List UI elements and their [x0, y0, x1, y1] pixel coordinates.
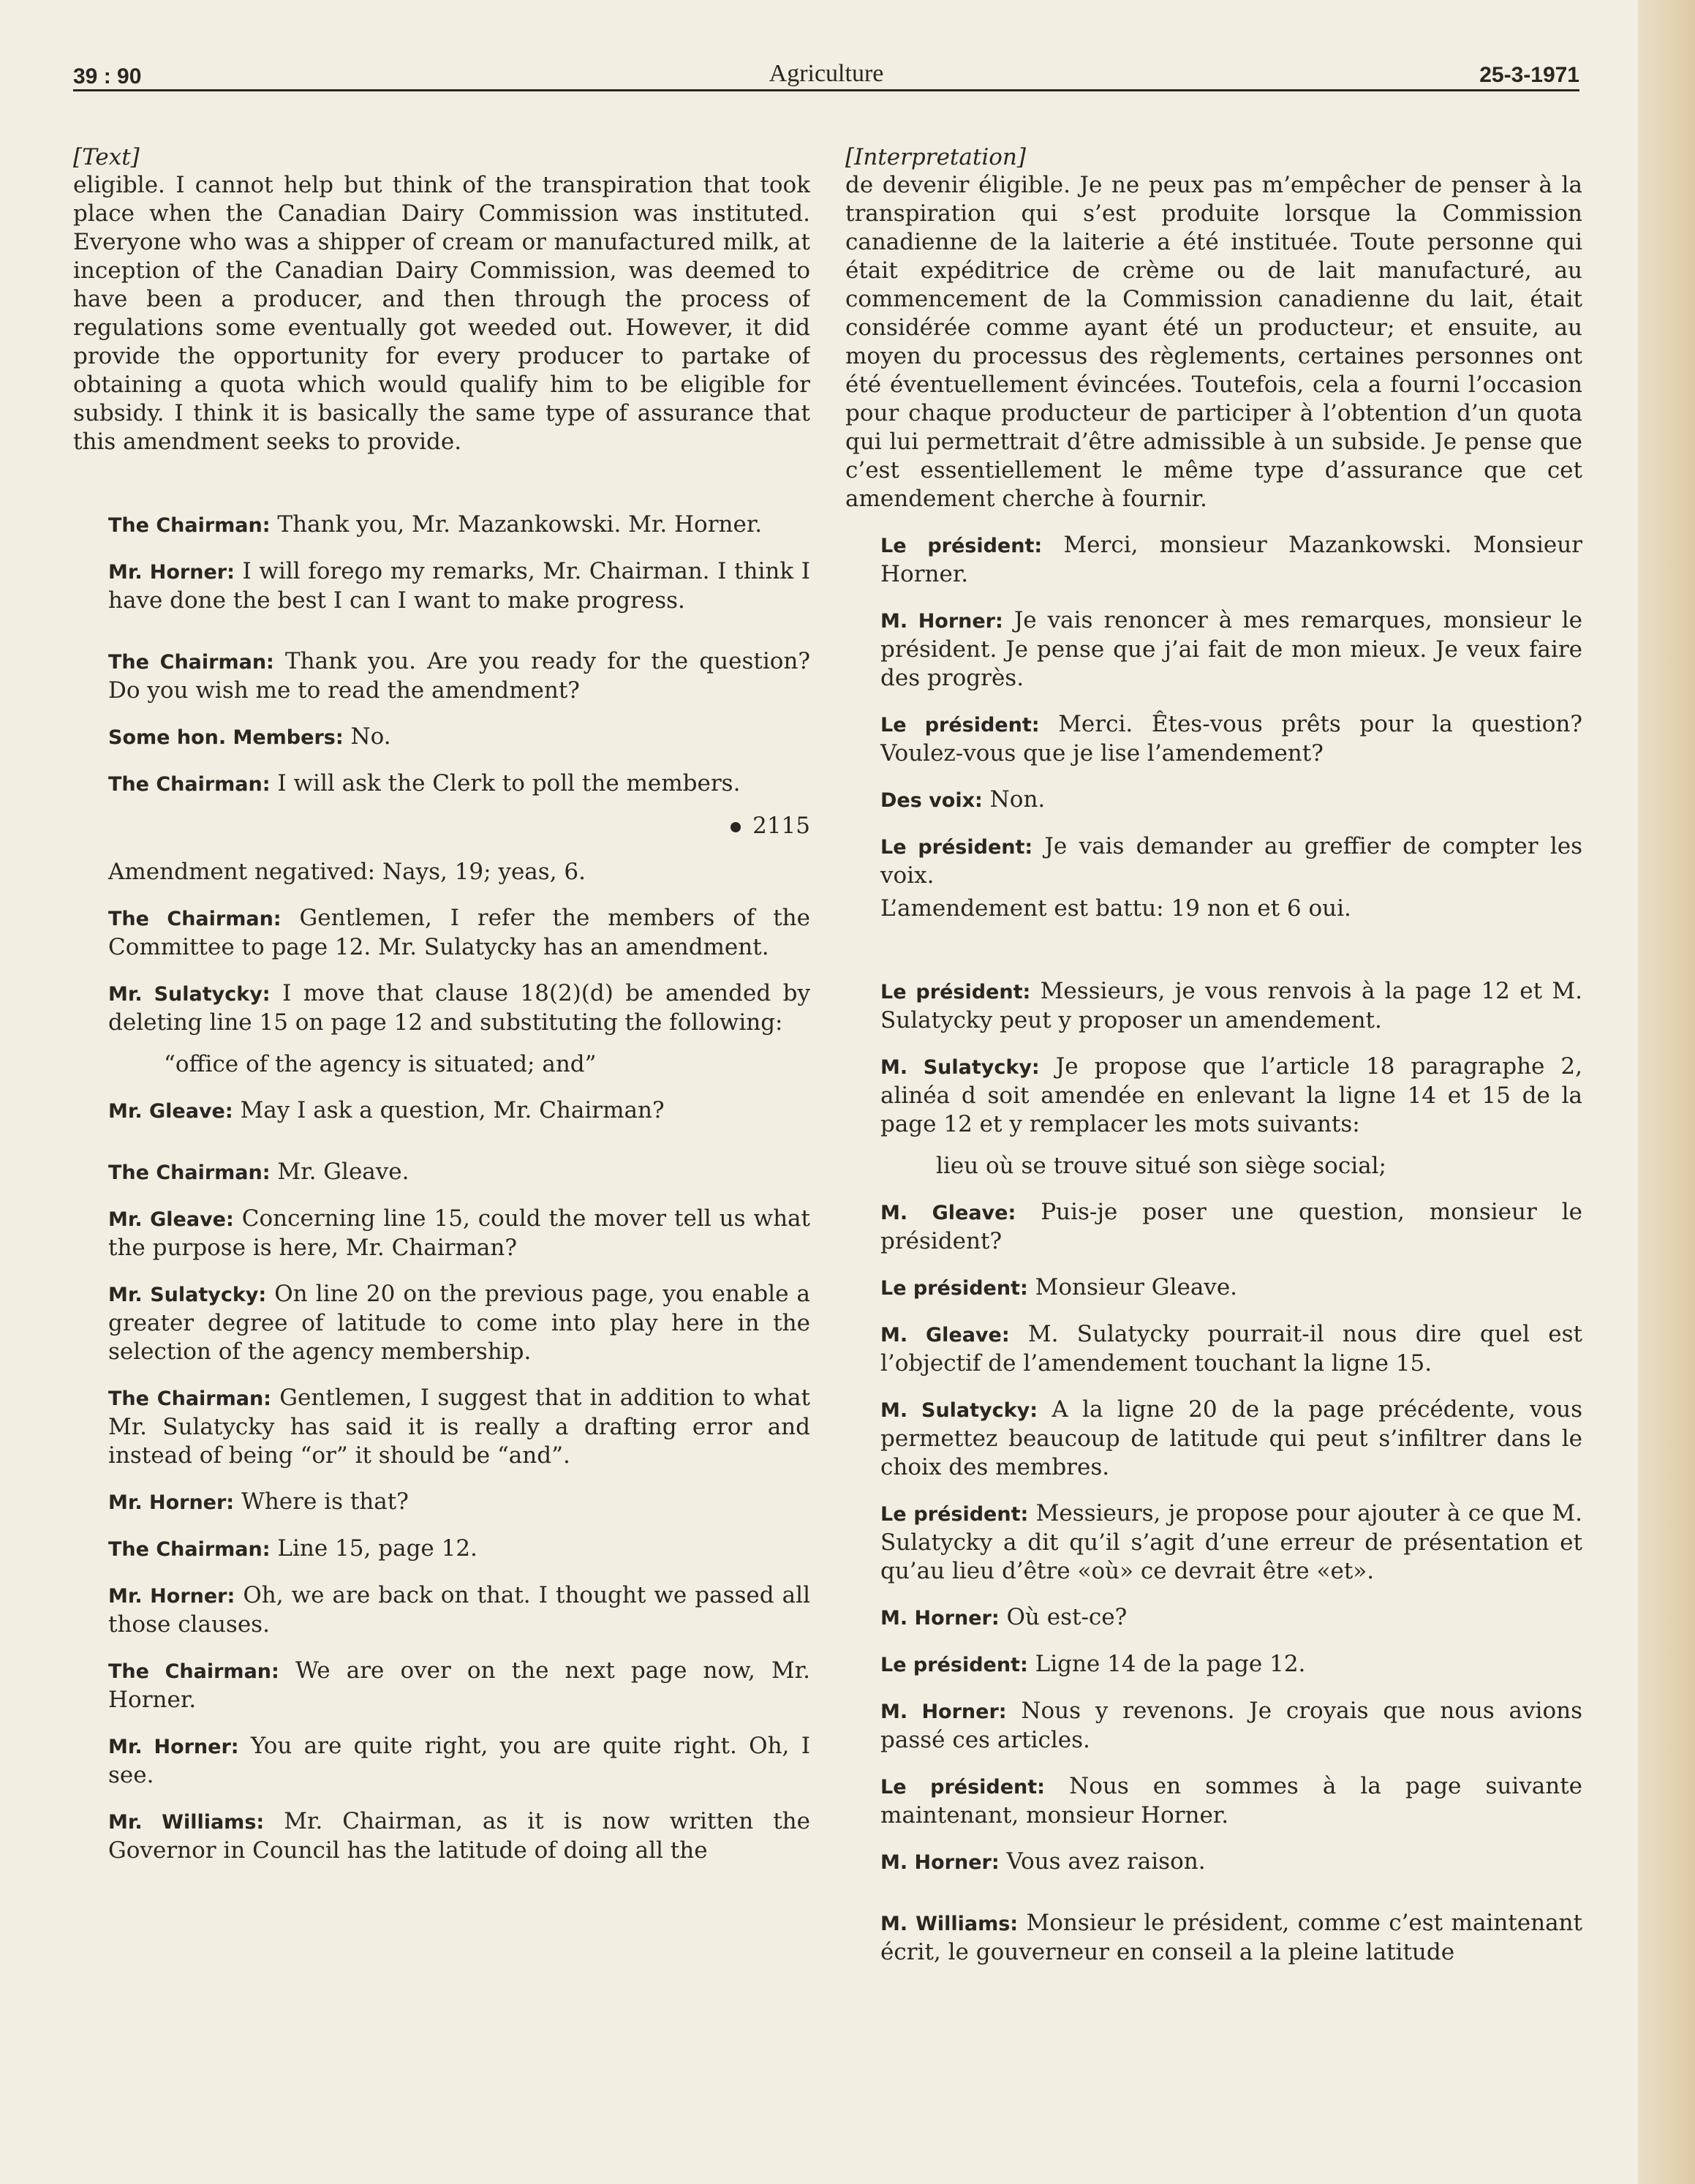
speech-text: You are quite right, you are quite right. Oh, I see.	[108, 1733, 810, 1788]
speech-text: Non.	[989, 786, 1046, 813]
speech-text: Où est-ce?	[1006, 1604, 1128, 1630]
speech-paragraph	[73, 858, 810, 886]
speech-text: May I ask a question, Mr. Chairman?	[240, 1097, 665, 1123]
speech-paragraph	[845, 1603, 1582, 1633]
speech-paragraph	[73, 1657, 810, 1714]
speaker-name: Some hon. Members:	[108, 726, 344, 749]
speech-paragraph	[73, 557, 810, 615]
bullet-icon	[731, 822, 741, 832]
speech-paragraph	[73, 1280, 810, 1366]
speech-text: I will ask the Clerk to poll the members.	[277, 770, 741, 797]
column-label: [Text]	[73, 144, 140, 170]
speaker-name: M. Horner:	[880, 1607, 1000, 1630]
speaker-name: The Chairman:	[108, 1660, 279, 1683]
speech-paragraph	[845, 710, 1582, 768]
speech-text: Merci, monsieur Mazankowski. Monsieur Horner.	[880, 532, 1582, 587]
speech-paragraph	[845, 977, 1582, 1035]
page-date: 25-3-1971	[1479, 63, 1579, 87]
speaker-name: M. Williams:	[880, 1913, 1019, 1935]
speech-text: Where is that?	[241, 1488, 409, 1515]
speech-paragraph	[73, 723, 810, 752]
speech-text: L’amendement est battu: 19 non et 6 oui.	[880, 895, 1351, 922]
speech-text: Nous en sommes à la page suivante maintenant, monsieur Horner.	[880, 1773, 1582, 1829]
speech-text: Mr. Gleave.	[277, 1159, 409, 1185]
speaker-name: Mr. Horner:	[108, 1585, 235, 1608]
speech-text: Gentlemen, I suggest that in addition to what Mr. Sulatycky has said it is really a drafting error and instead of being “or” it should be “and”.	[108, 1385, 810, 1469]
page-edge-shadow	[1638, 0, 1695, 2184]
speaker-name: Mr. Gleave:	[108, 1208, 234, 1231]
speaker-name: The Chairman:	[108, 908, 282, 930]
speech-text: Messieurs, je vous renvois à la page 12 et M. Sulatycky peut y proposer un amendement.	[880, 978, 1582, 1033]
speaker-name: Le président:	[880, 1654, 1028, 1676]
amendment-quote: lieu où se trouve situé son siège social;	[936, 1153, 1386, 1179]
speaker-name: Le président:	[880, 1503, 1029, 1526]
speech-text: Puis-je poser une question, monsieur le président?	[880, 1199, 1582, 1254]
speaker-name: Des voix:	[880, 789, 983, 812]
speech-paragraph	[845, 1909, 1582, 1967]
speech-paragraph	[845, 606, 1582, 693]
speaker-name: Le président:	[880, 1277, 1028, 1300]
speech-paragraph	[73, 1384, 810, 1470]
time-marker	[73, 812, 810, 840]
speech-text: Je vais demander au greffier de compter les voix.	[880, 833, 1582, 889]
speech-paragraph	[845, 1320, 1582, 1378]
speech-text: I will forego my remarks, Mr. Chairman. I think I have done the best I can I want to make progress.	[108, 558, 810, 614]
speaker-name: M. Gleave:	[880, 1202, 1016, 1224]
speech-paragraph	[73, 1488, 810, 1517]
speaker-name: M. Sulatycky:	[880, 1399, 1038, 1422]
speech-text: Oh, we are back on that. I thought we passed all those clauses.	[108, 1582, 810, 1638]
speaker-name: M. Sulatycky:	[880, 1056, 1040, 1079]
speaker-name: Mr. Horner:	[108, 1491, 235, 1514]
speech-text: Monsieur le président, comme c’est maintenant écrit, le gouverneur en conseil a la pleine latitude	[880, 1910, 1582, 1965]
speaker-name: Le président:	[880, 981, 1031, 1003]
speech-text: Merci. Êtes-vous prêts pour la question? Voulez-vous que je lise l’amendement?	[880, 711, 1582, 767]
speech-paragraph	[845, 1848, 1582, 1877]
speech-text: M. Sulatycky pourrait-il nous dire quel est l’objectif de l’amendement touchant la ligne 15.	[880, 1321, 1582, 1377]
speech-paragraph	[73, 1158, 810, 1187]
speech-text: Gentlemen, I refer the members of the Committee to page 12. Mr. Sulatycky has an amendment.	[108, 905, 810, 960]
speaker-name: The Chairman:	[108, 1538, 271, 1561]
speech-text: Je propose que l’article 18 paragraphe 2, alinéa d soit amendée en enlevant la ligne 14 et 15 de la page 12 et y remplacer les mots suivants:	[880, 1053, 1582, 1137]
speaker-name: The Chairman:	[108, 651, 274, 674]
speech-text: Vous avez raison.	[1006, 1848, 1206, 1875]
speaker-name: Le président:	[880, 714, 1040, 737]
speaker-name: Le président:	[880, 535, 1043, 557]
speech-text: Nous y revenons. Je croyais que nous avions passé ces articles.	[880, 1698, 1582, 1753]
french-column	[845, 143, 1582, 2118]
speech-paragraph	[845, 895, 1582, 923]
speech-paragraph	[845, 1396, 1582, 1482]
speech-text: A la ligne 20 de la page précédente, vous permettez beaucoup de latitude qui peut s’infiltrer dans le choix des membres.	[880, 1396, 1582, 1480]
speech-paragraph	[73, 1096, 810, 1126]
speaker-name: M. Horner:	[880, 1701, 1007, 1723]
speech-text: Je vais renoncer à mes remarques, monsieur le président. Je pense que j’ai fait de mon mieux. Je veux faire des progrès.	[880, 607, 1582, 691]
speech-paragraph	[845, 1198, 1582, 1256]
speech-paragraph	[845, 1499, 1582, 1586]
lead-paragraph: eligible. I cannot help but think of the transpiration that took place when the Canadian Dairy Commission was instituted. Everyone who was a shipper of cream or manufactured milk, at inception of the Canadian Dairy Commission, was deemed to have been a producer, and then through the process of regulations some eventually got weeded out. However, it did provide the opportunity for every producer to partake of obtaining a quota which would qualify him to be eligible for subsidy. I think it is basically the same type of assurance that this amendment seeks to provide.	[73, 172, 810, 455]
speech-text: Messieurs, je propose pour ajouter à ce que M. Sulatycky a dit qu’il s’agit d’une erreur de présentation et qu’au lieu d’être «où» ce devrait être «et».	[880, 1500, 1582, 1584]
time-marker-text: 2115	[752, 813, 810, 839]
speaker-name: M. Horner:	[880, 610, 1003, 633]
speech-paragraph	[845, 531, 1582, 589]
speech-text: Thank you. Are you ready for the question? Do you wish me to read the amendment?	[108, 648, 810, 704]
speech-text: Concerning line 15, could the mover tell us what the purpose is here, Mr. Chairman?	[108, 1205, 810, 1261]
speech-paragraph	[73, 1205, 810, 1262]
speech-paragraph	[73, 1581, 810, 1639]
speech-paragraph	[73, 1807, 810, 1865]
speech-text: On line 20 on the previous page, you enable a greater degree of latitude to come into play here in the selection of the agency membership.	[108, 1281, 810, 1365]
header-rule	[73, 89, 1579, 91]
speaker-name: Le président:	[880, 1776, 1045, 1799]
column-label: [Interpretation]	[845, 144, 1026, 170]
speech-paragraph	[845, 1772, 1582, 1830]
speech-text: Amendment negatived: Nays, 19; yeas, 6.	[108, 859, 586, 885]
speech-paragraph	[73, 511, 810, 540]
speaker-name: Mr. Horner:	[108, 1736, 239, 1758]
page-number: 39 : 90	[73, 64, 142, 89]
speaker-name: Le président:	[880, 836, 1033, 859]
speaker-name: Mr. Sulatycky:	[108, 1284, 267, 1306]
speech-text: Thank you, Mr. Mazankowski. Mr. Horner.	[277, 511, 763, 538]
speech-text: We are over on the next page now, Mr. Horner.	[108, 1657, 810, 1713]
speech-paragraph	[73, 904, 810, 962]
speech-paragraph	[845, 1273, 1582, 1303]
english-column	[73, 143, 810, 2118]
lead-paragraph: de devenir éligible. Je ne peux pas m’empêcher de penser à la transpiration qui s’est produite lorsque la Commission canadienne de la laiterie a été instituée. Toute personne qui était expéditrice de crème ou de lait manufacturé, au commencement de la Commission canadienne du lait, était considérée comme ayant été un producteur; et ensuite, au moyen du processus des règlements, certaines personnes ont été éventuellement évincées. Toutefois, cela a fourni l’occasion pour chaque producteur de participer à l’obtention d’un quota qui lui permettrait d’être admissible à un subside. Je pense que c’est essentiellement le même type d’assurance que cet amendement cherche à fournir.	[845, 172, 1582, 512]
speech-text: I move that clause 18(2)(d) be amended by deleting line 15 on page 12 and substituting the following:	[108, 980, 810, 1036]
speech-text: Monsieur Gleave.	[1035, 1274, 1238, 1300]
speaker-name: Mr. Gleave:	[108, 1100, 233, 1123]
speech-paragraph	[73, 1732, 810, 1790]
speech-text: No.	[350, 723, 391, 750]
speech-paragraph	[845, 1053, 1582, 1139]
speaker-name: Mr. Williams:	[108, 1811, 265, 1834]
speech-paragraph	[73, 1535, 810, 1564]
speaker-name: The Chairman:	[108, 514, 271, 537]
speech-paragraph	[73, 979, 810, 1037]
speech-text: Mr. Chairman, as it is now written the Governor in Council has the latitude of doing all the	[108, 1808, 810, 1864]
page-title: Agriculture	[769, 60, 884, 87]
speech-paragraph	[73, 647, 810, 705]
speech-paragraph	[73, 769, 810, 799]
speaker-name: Mr. Sulatycky:	[108, 983, 271, 1006]
speech-text: Line 15, page 12.	[277, 1535, 477, 1562]
speaker-name: The Chairman:	[108, 773, 271, 796]
speech-text: Ligne 14 de la page 12.	[1035, 1651, 1306, 1677]
speech-paragraph	[845, 1697, 1582, 1755]
speech-paragraph	[845, 1650, 1582, 1679]
speaker-name: The Chairman:	[108, 1161, 271, 1184]
amendment-quote: “office of the agency is situated; and”	[164, 1051, 597, 1077]
speaker-name: Mr. Horner:	[108, 561, 235, 584]
speaker-name: M. Horner:	[880, 1851, 1000, 1874]
speech-paragraph	[845, 832, 1582, 890]
speech-paragraph	[845, 786, 1582, 815]
speaker-name: M. Gleave:	[880, 1324, 1010, 1347]
speaker-name: The Chairman:	[108, 1387, 271, 1410]
